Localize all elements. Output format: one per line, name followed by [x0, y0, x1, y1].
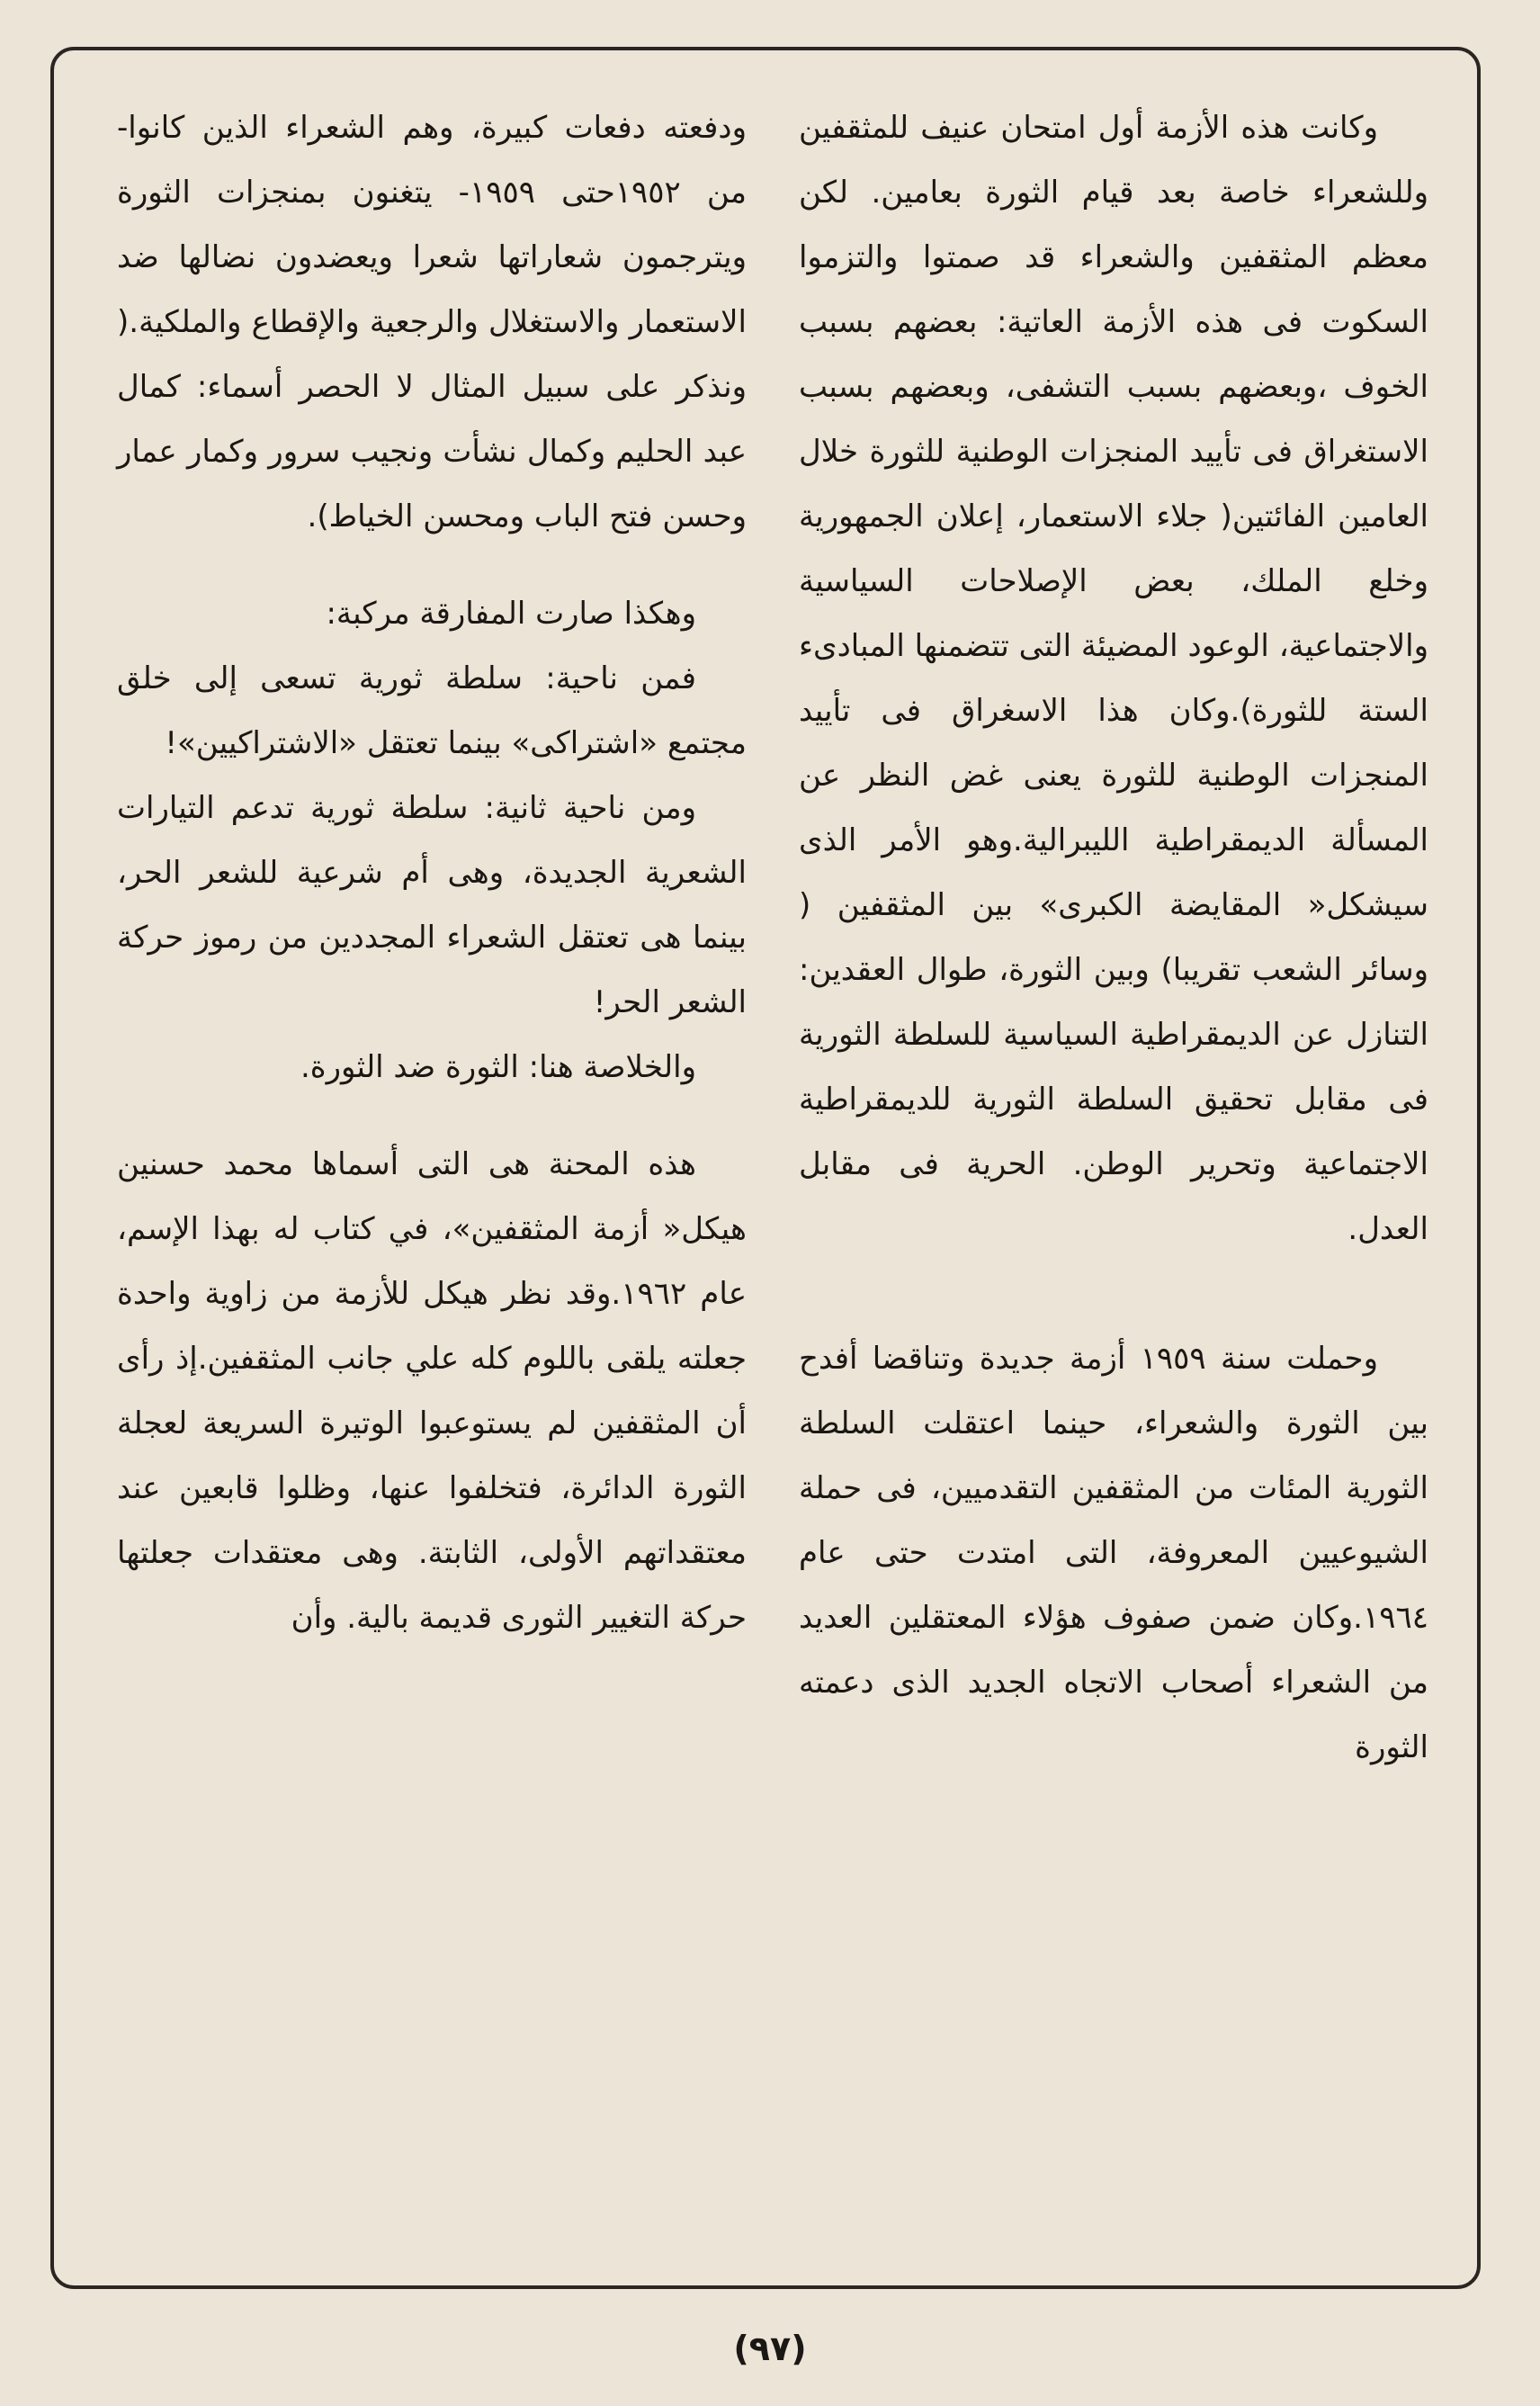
paragraph: فمن ناحية: سلطة ثورية تسعى إلى خلق مجتمع «اشتراكى» بينما تعتقل «الاشتراكيين»!: [117, 660, 747, 761]
paragraph: وهكذا صارت المفارقة مركبة:: [326, 596, 696, 632]
paragraph: وحملت سنة ١٩٥٩ أزمة جديدة وتناقضا أفدح بين الثورة والشعراء، حينما اعتقلت السلطة الثورية المئات من المثقفين التقدميين، فى حملة الشيوعيين المعروفة، التى امتدت حتى عام ١٩٦٤.وكان ضمن صفوف هؤلاء المعتقلين العديد من الشعراء أصحاب الاتجاه الجديد الذى دعمته الثورة: [799, 1341, 1428, 1765]
paragraph: والخلاصة هنا: الثورة ضد الثورة.: [300, 1049, 696, 1085]
page-number: (٩٧): [733, 2329, 807, 2368]
left-text-column: [117, 95, 747, 1650]
paragraph: ودفعته دفعات كبيرة، وهم الشعراء الذين كانوا- من ١٩٥٢حتى ١٩٥٩- يتغنون بمنجزات الثورة ويترجمون شعاراتها شعرا ويعضدون نضالها ضد الاستعمار والاستغلال والرجعية والإقطاع والملكية.( ونذكر على سبيل المثال لا الحصر أسماء: كمال عبد الحليم وكمال نشأت ونجيب سرور وكمار عمار وحسن فتح الباب ومحسن الخياط).: [117, 110, 747, 534]
paragraph: وكانت هذه الأزمة أول امتحان عنيف للمثقفين وللشعراء خاصة بعد قيام الثورة بعامين. لكن معظم المثقفين والشعراء قد صمتوا والتزموا السكوت فى هذه الأزمة العاتية: بعضهم بسبب الخوف ،وبعضهم بسبب التشفى، وبعضهم بسبب الاستغراق فى تأييد المنجزات الوطنية للثورة خلال العامين الفائتين( جلاء الاستعمار، إعلان الجمهورية وخلع الملك، بعض الإصلاحات السياسية والاجتماعية، الوعود المضيئة التى تتضمنها المبادىء الستة للثورة).وكان هذا الاسغراق فى تأييد المنجزات الوطنية للثورة يعنى غض النظر عن المسألة الديمقراطية الليبرالية.وهو الأمر الذى سيشكل« المقايضة الكبرى» بين المثقفين ( وسائر الشعب تقريبا) وبين الثورة، طوال العقدين: التنازل عن الديمقراطية السياسية للسلطة الثورية فى مقابل تحقيق السلطة الثورية للديمقراطية الاجتماعية وتحرير الوطن. الحرية فى مقابل العدل.: [799, 110, 1428, 1247]
paragraph: هذه المحنة هى التى أسماها محمد حسنين هيكل« أزمة المثقفين»، في كتاب له بهذا الإسم، عام ١٩٦٢.وقد نظر هيكل للأزمة من زاوية واحدة جعلته يلقى باللوم كله علي جانب المثقفين.إذ رأى أن المثقفين لم يستوعبوا الوتيرة السريعة لعجلة الثورة الدائرة، فتخلفوا عنها، وظلوا قابعين عند معتقداتهم الأولى، الثابتة. وهى معتقدات جعلتها حركة التغيير الثورى قديمة بالية. وأن: [117, 1146, 747, 1636]
right-text-column: [799, 95, 1428, 1780]
paragraph: ومن ناحية ثانية: سلطة ثورية تدعم التيارات الشعرية الجديدة، وهى أم شرعية للشعر الحر، بينما هى تعتقل الشعراء المجددين من رموز حركة الشعر الحر!: [117, 790, 747, 1020]
